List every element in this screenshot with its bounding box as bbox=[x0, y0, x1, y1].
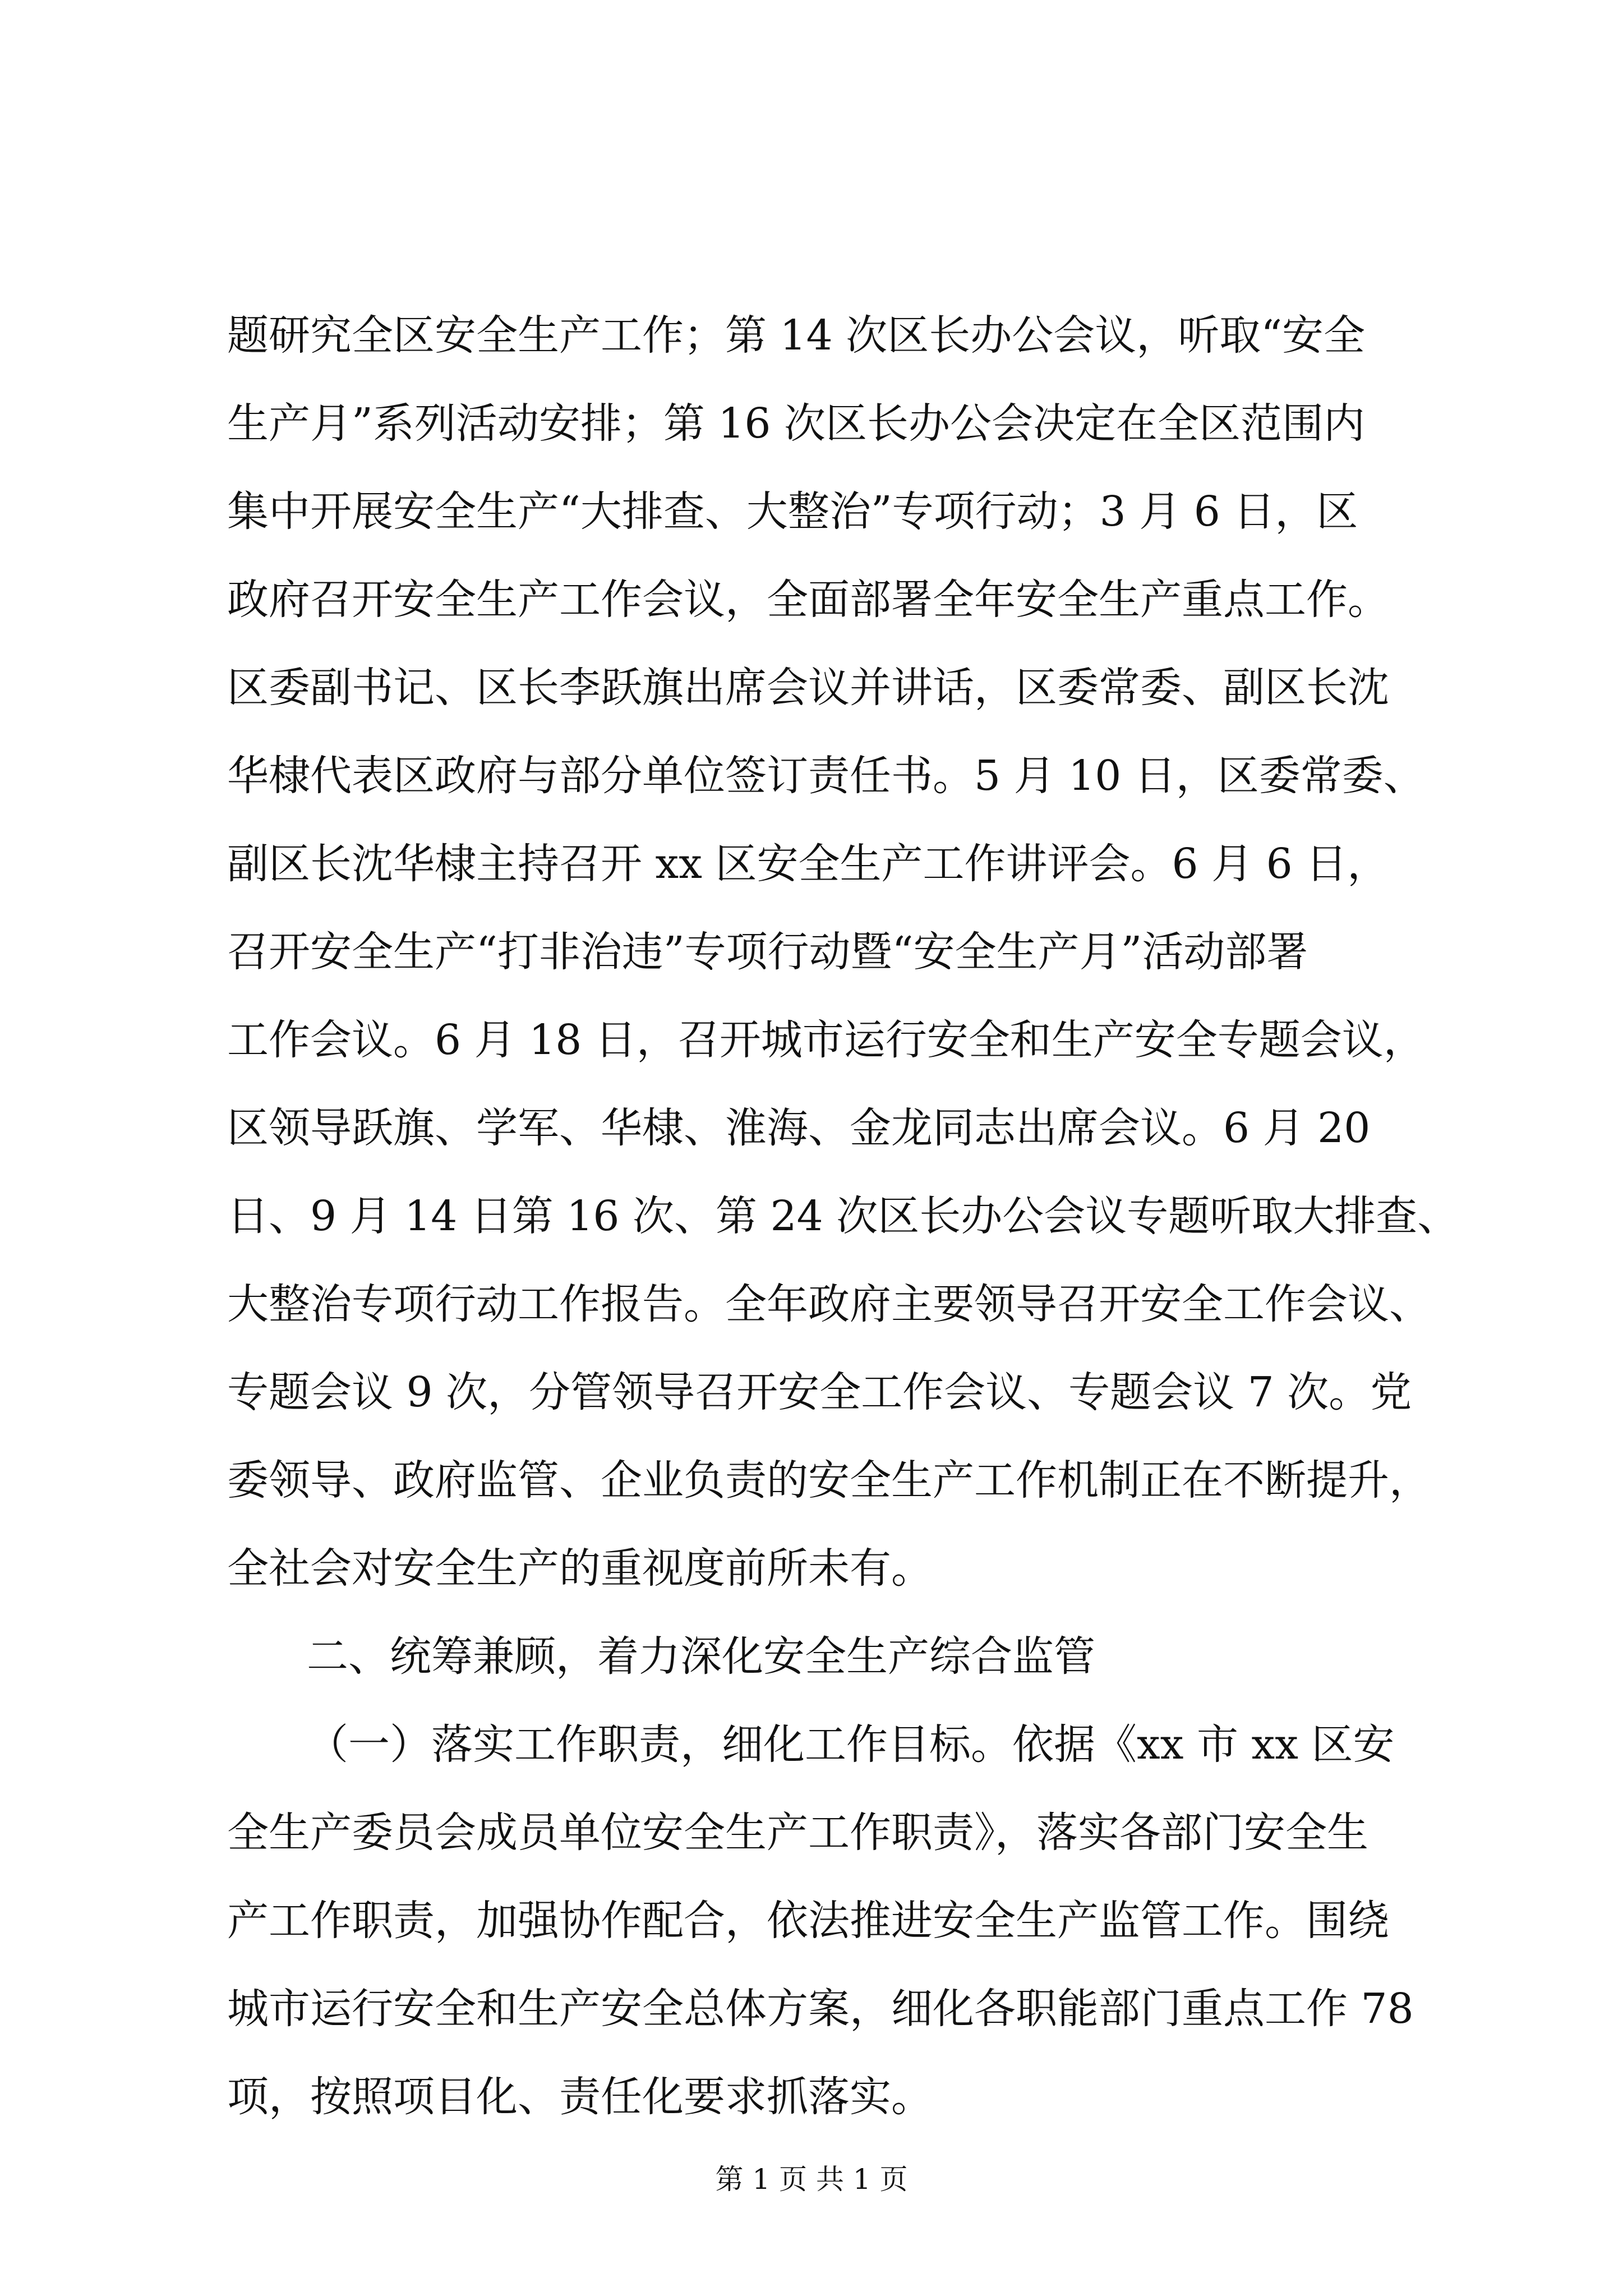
body-line: （一）落实工作职责，细化工作目标。依据《xx 市 xx 区安 bbox=[307, 1720, 1395, 1769]
body-line: 全生产委员会成员单位安全生产工作职责》，落实各部门安全生 bbox=[227, 1809, 1368, 1857]
body-line: 题研究全区安全生产工作；第 14 次区长办公会议，听取“安全 bbox=[227, 311, 1366, 360]
body-line: 全社会对安全生产的重视度前所未有。 bbox=[227, 1544, 933, 1593]
body-line: 区领导跃旗、学军、华棣、淮海、金龙同志出席会议。6 月 20 bbox=[227, 1104, 1371, 1152]
body-line: 专题会议 9 次，分管领导召开安全工作会议、专题会议 7 次。党 bbox=[227, 1368, 1412, 1416]
page-footer: 第 1 页 共 1 页 bbox=[715, 2163, 908, 2196]
body-line: 委领导、政府监管、企业负责的安全生产工作机制正在不断提升， bbox=[227, 1456, 1431, 1504]
body-line: 工作会议。6 月 18 日，召开城市运行安全和生产安全专题会议， bbox=[227, 1016, 1425, 1064]
body-line: 日、9 月 14 日第 16 次、第 24 次区长办公会议专题听取大排查、 bbox=[227, 1192, 1459, 1240]
body-line: 城市运行安全和生产安全总体方案，细化各职能部门重点工作 78 bbox=[227, 1985, 1414, 2033]
body-line: 华棣代表区政府与部分单位签订责任书。5 月 10 日，区委常委、 bbox=[227, 752, 1425, 800]
body-line: 召开安全生产“打非治违”专项行动暨“安全生产月”活动部署 bbox=[227, 928, 1308, 976]
body-line: 产工作职责，加强协作配合，依法推进安全生产监管工作。围绕 bbox=[227, 1897, 1389, 1945]
body-line: 区委副书记、区长李跃旗出席会议并讲话，区委常委、副区长沈 bbox=[227, 664, 1389, 712]
body-line: 大整治专项行动工作报告。全年政府主要领导召开安全工作会议、 bbox=[227, 1280, 1431, 1328]
body-line: 集中开展安全生产“大排查、大整治”专项行动；3 月 6 日，区 bbox=[227, 487, 1358, 536]
body-line: 项，按照项目化、责任化要求抓落实。 bbox=[227, 2073, 933, 2121]
body-line: 政府召开安全生产工作会议，全面部署全年安全生产重点工作。 bbox=[227, 576, 1389, 624]
body-line: 副区长沈华棣主持召开 xx 区安全生产工作讲评会。6 月 6 日， bbox=[227, 840, 1389, 888]
body-line: 生产月”系列活动安排；第 16 次区长办公会决定在全区范围内 bbox=[227, 399, 1366, 448]
section-heading: 二、统筹兼顾，着力深化安全生产综合监管 bbox=[307, 1632, 1095, 1681]
